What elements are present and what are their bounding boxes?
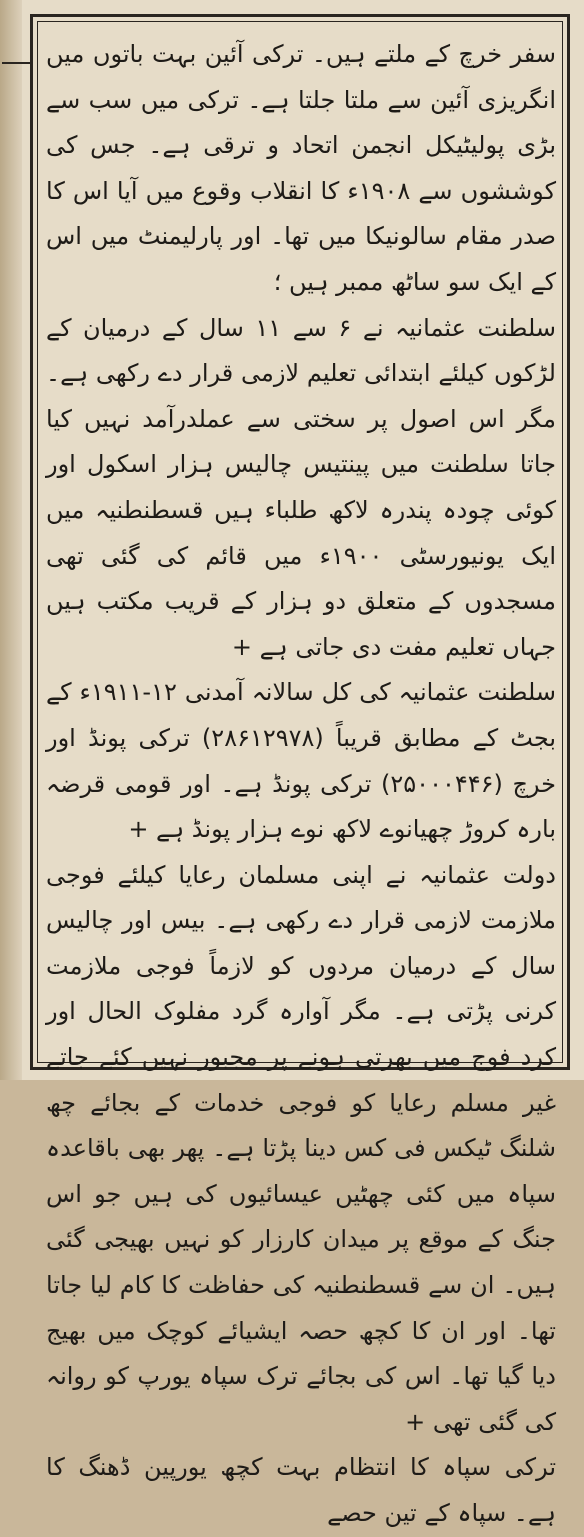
paragraph-constitution: سفر خرچ کے ملتے ہیں۔ ترکی آئین بہت باتوں میں انگریزی آئین سے ملتا جلتا ہے۔ ترکی میں سب سے بڑی پولیٹیکل انجمن اتحاد و ترقی ہے۔ جس کی کوششوں سے ۱۹۰۸ء کا انقلاب وقوع میں آیا اس کا صدر مقام سالونیکا میں تھا۔ اور پارلیمنٹ میں اس کے ایک سو ساٹھ ممبر ہیں ؛ (46, 40, 557, 296)
paragraph-military-service: دولت عثمانیہ نے اپنی مسلمان رعایا کیلئے فوجی ملازمت لازمی قرار دے رکھی ہے۔ بیس اور چالیس سال کے درمیان مردوں کو لازماً فوجی ملازمت کرنی پڑتی ہے۔ مگر آوارہ گرد مفلوک الحال اور کرد فوج میں بھرتی ہونے پر مجبور نہیں کئے جاتے غیر مسلم رعایا کو فوجی خدمات کے بجائے چھ شلنگ ٹیکس فی کس دینا پڑتا ہے۔ پھر بھی باقاعدہ سپاہ میں کئی چھٹیں عیسائیوں کی ہیں جو اس جنگ کے موقع پر میدان کارزار کو نہیں بھیجی گئی ہیں۔ ان سے قسطنطنیہ کی حفاظت کا کام لیا جاتا تھا۔ اور ان کا کچھ حصہ ایشیائے کوچک میں بھیج دیا گیا تھا۔ اس کی بجائے ترک سپاہ یورپ کو روانہ کی گئی تھی + (46, 860, 556, 1436)
paragraph-army-organization: ترکی سپاہ کا انتظام بہت کچھ یورپین ڈھنگ کا ہے۔ سپاہ کے تین حصے (46, 1453, 556, 1527)
paragraph-revenue: سلطنت عثمانیہ کی کل سالانہ آمدنی ۱۲-۱۹۱۱ء کے بجٹ کے مطابق قریباً (۲۸۶۱۲۹۷۸) ترکی پونڈ اور خرچ (۲۵۰۰۰۴۴۶) ترکی پونڈ ہے۔ اور قومی قرضہ بارہ کروڑ چھیانوے لاکھ نوے ہزار پونڈ ہے + (46, 678, 557, 844)
paragraph-education: سلطنت عثمانیہ نے ۶ سے ۱۱ سال کے درمیان کے لڑکوں کیلئے ابتدائی تعلیم لازمی قرار دے رکھی ہے۔ مگر اس اصول پر سختی سے عملدرآمد نہیں کیا جاتا سلطنت میں پینتیس چالیس ہزار اسکول اور کوئی چودہ پندرہ لاکھ طلباء ہیں قسطنطنیہ میں ایک یونیورسٹی ۱۹۰۰ء میں قائم کی گئی تھی مسجدوں کے متعلق دو ہزار کے قریب مکتب ہیں جہاں تعلیم مفت دی جاتی ہے + (46, 313, 556, 661)
page-binding-edge (0, 0, 22, 1080)
margin-mark (2, 62, 32, 64)
body-text (46, 32, 557, 1527)
